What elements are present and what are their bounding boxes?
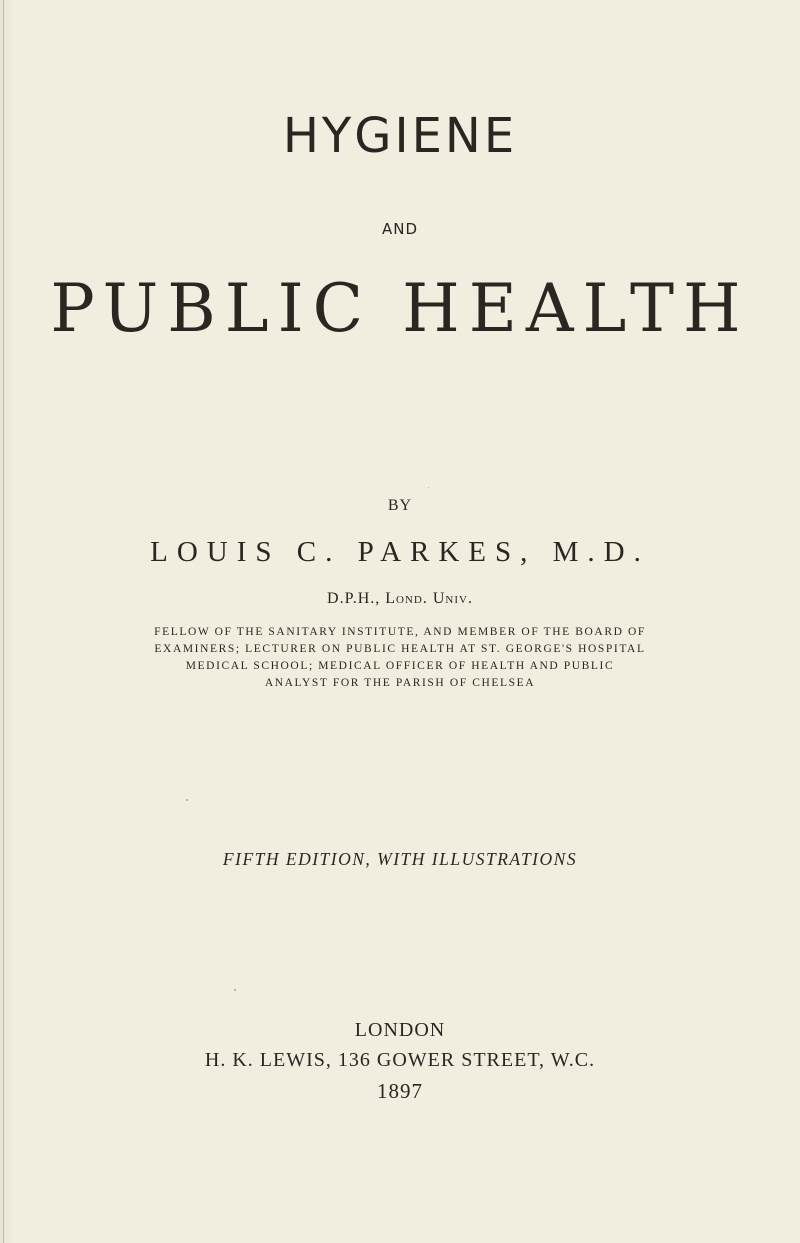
title-conjunction: AND [381, 220, 419, 238]
imprint-city: LONDON [354, 1019, 446, 1041]
book-subtitle: PUBLIC HEALTH [50, 270, 750, 347]
author-degrees: D.P.H., Lond. Univ. [327, 590, 473, 607]
edition-statement: FIFTH EDITION, WITH ILLUSTRATIONS [222, 849, 578, 869]
credential-line: EXAMINERS; LECTURER ON PUBLIC HEALTH AT ST. GEORGE'S HOSPITAL [154, 643, 646, 655]
by-label: BY [387, 497, 413, 514]
paper-speck [428, 487, 429, 488]
credential-line: FELLOW OF THE SANITARY INSTITUTE, AND MEMBER OF THE BOARD OF [154, 626, 646, 638]
paper-speck [186, 799, 188, 801]
author-name: LOUIS C. PARKES, M.D. [150, 536, 650, 568]
imprint-year: 1897 [377, 1079, 423, 1103]
credential-line: MEDICAL SCHOOL; MEDICAL OFFICER OF HEALTH AND PUBLIC [185, 660, 615, 672]
book-title: HYGIENE [282, 108, 518, 164]
credential-line: ANALYST FOR THE PARISH OF CHELSEA [264, 677, 536, 689]
paper-speck [234, 989, 236, 991]
imprint-publisher: H. K. LEWIS, 136 GOWER STREET, W.C. [204, 1049, 596, 1071]
